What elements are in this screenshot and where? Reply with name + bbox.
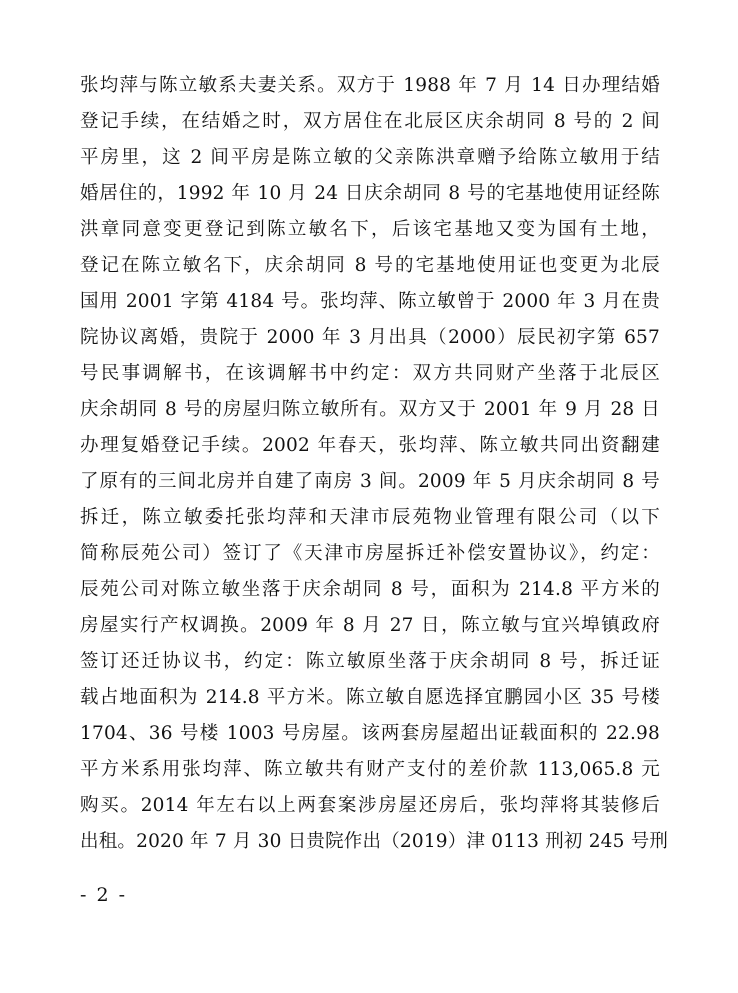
text-line: 庆余胡同 8 号的房屋归陈立敏所有。双方又于 2001 年 9 月 28 日 — [80, 399, 660, 420]
text-line: 签订还迁协议书，约定：陈立敏原坐落于庆余胡同 8 号，拆迁证 — [80, 651, 660, 672]
text-line: 婚居住的，1992 年 10 月 24 日庆余胡同 8 号的宅基地使用证经陈 — [80, 183, 660, 204]
text-line: 拆迁，陈立敏委托张均萍和天津市辰苑物业管理有限公司（以下 — [80, 507, 660, 528]
text-line: 号民事调解书，在该调解书中约定：双方共同财产坐落于北辰区 — [80, 363, 660, 384]
text-line: 平方米系用张均萍、陈立敏共有财产支付的差价款 113,065.8 元 — [80, 759, 660, 780]
text-line: 购买。2014 年左右以上两套案涉房屋还房后，张均萍将其装修后 — [80, 795, 660, 816]
text-line: 登记在陈立敏名下，庆余胡同 8 号的宅基地使用证也变更为北辰 — [80, 255, 660, 276]
text-line: 出租。2020 年 7 月 30 日贵院作出（2019）津 0113 刑初 245 号刑 — [80, 831, 669, 852]
text-line: 登记手续，在结婚之时，双方居住在北辰区庆余胡同 8 号的 2 间 — [80, 111, 660, 132]
body-paragraph — [80, 68, 669, 860]
text-line: 辰苑公司对陈立敏坐落于庆余胡同 8 号，面积为 214.8 平方米的 — [80, 579, 660, 600]
text-line: 房屋实行产权调换。2009 年 8 月 27 日，陈立敏与宜兴埠镇政府 — [80, 615, 660, 636]
text-line: 办理复婚登记手续。2002 年春天，张均萍、陈立敏共同出资翻建 — [80, 435, 660, 456]
text-line: 简称辰苑公司）签订了《天津市房屋拆迁补偿安置协议》，约定： — [80, 543, 660, 564]
text-line: 1704、36 号楼 1003 号房屋。该两套房屋超出证载面积的 22.98 — [80, 723, 660, 744]
page-number: - 2 - — [80, 884, 128, 906]
text-line: 国用 2001 字第 4184 号。张均萍、陈立敏曾于 2000 年 3 月在贵 — [80, 291, 660, 312]
text-line: 平房里，这 2 间平房是陈立敏的父亲陈洪章赠予给陈立敏用于结 — [80, 147, 660, 168]
text-line: 载占地面积为 214.8 平方米。陈立敏自愿选择宜鹏园小区 35 号楼 — [80, 687, 660, 708]
text-line: 院协议离婚，贵院于 2000 年 3 月出具（2000）辰民初字第 657 — [80, 327, 660, 348]
text-line: 洪章同意变更登记到陈立敏名下，后该宅基地又变为国有土地， — [80, 219, 660, 240]
text-line: 了原有的三间北房并自建了南房 3 间。2009 年 5 月庆余胡同 8 号 — [80, 471, 660, 492]
text-line: 张均萍与陈立敏系夫妻关系。双方于 1988 年 7 月 14 日办理结婚 — [80, 75, 660, 96]
